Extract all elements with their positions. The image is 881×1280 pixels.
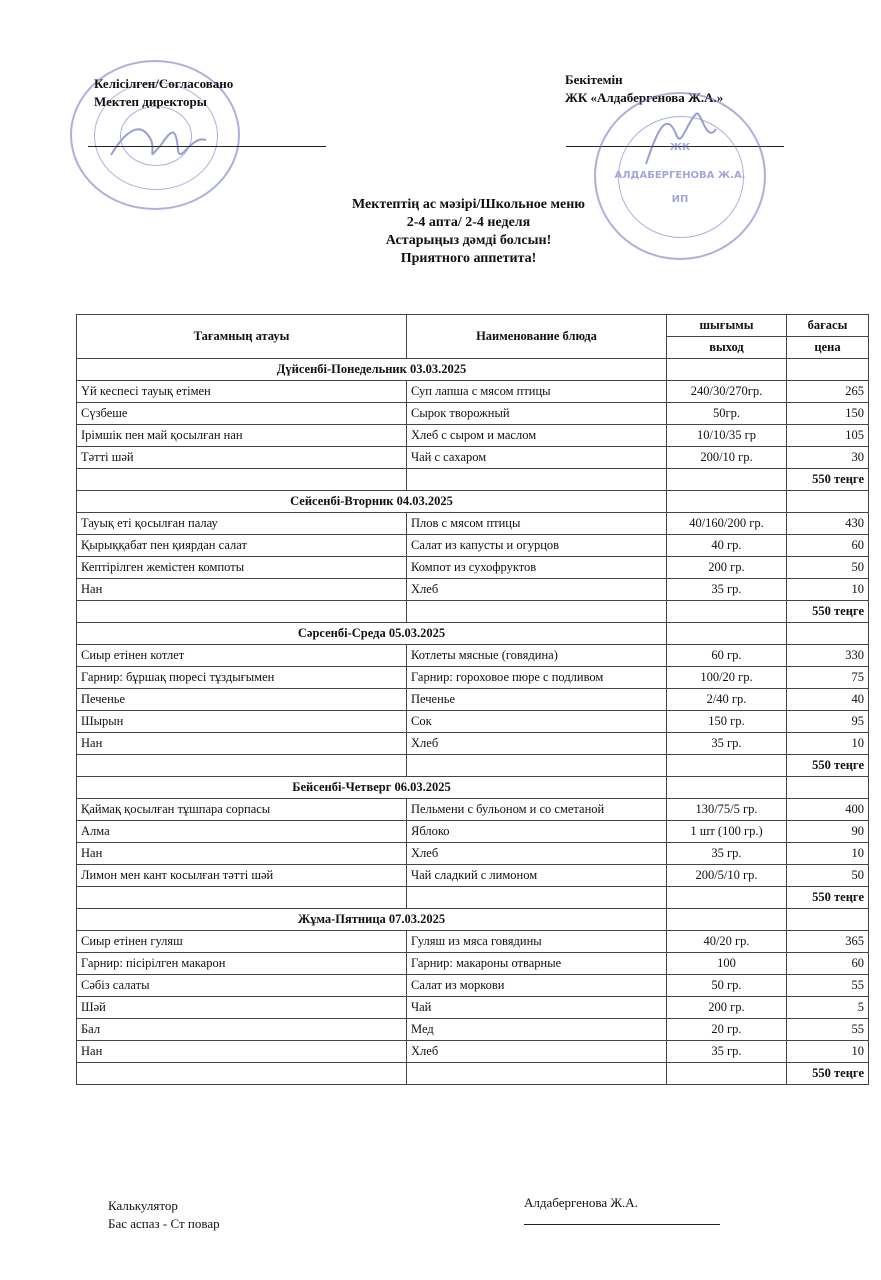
dish-price: 60 (787, 953, 869, 975)
dish-name-ru: Хлеб с сыром и маслом (407, 425, 667, 447)
table-row (77, 579, 869, 601)
approve-label: Бекітемін (565, 72, 623, 87)
dish-output: 100/20 гр. (667, 667, 787, 689)
approved-label: Келісілген/Согласовано (94, 76, 234, 91)
dish-output: 200 гр. (667, 557, 787, 579)
dish-name-kz: Сәбіз салаты (77, 975, 407, 997)
dish-price: 10 (787, 843, 869, 865)
dish-output: 130/75/5 гр. (667, 799, 787, 821)
dish-name-ru: Гуляш из мяса говядины (407, 931, 667, 953)
day-empty-cell (667, 623, 787, 645)
dish-name-ru: Гарнир: макароны отварные (407, 953, 667, 975)
dish-price: 10 (787, 1041, 869, 1063)
day-empty-cell (667, 359, 787, 381)
stamp-name-text: АЛДАБЕРГЕНОВА Ж.А. (614, 170, 746, 181)
dish-name-kz: Бал (77, 1019, 407, 1041)
table-row (77, 931, 869, 953)
day-total-row (77, 755, 869, 777)
total-empty-cell (407, 1063, 667, 1085)
dish-name-ru: Плов с мясом птицы (407, 513, 667, 535)
dish-output: 60 гр. (667, 645, 787, 667)
total-empty-cell (667, 1063, 787, 1085)
table-row (77, 975, 869, 997)
table-row (77, 1041, 869, 1063)
day-total: 550 теңге (787, 755, 869, 777)
col-header-price-ru: цена (787, 337, 869, 359)
dish-price: 5 (787, 997, 869, 1019)
footer-signature-line (524, 1224, 720, 1225)
total-empty-cell (407, 887, 667, 909)
dish-price: 55 (787, 1019, 869, 1041)
dish-name-kz: Гарнир: бұршақ пюресі тұздығымен (77, 667, 407, 689)
table-row (77, 403, 869, 425)
dish-name-ru: Хлеб (407, 733, 667, 755)
dish-price: 90 (787, 821, 869, 843)
table-row (77, 667, 869, 689)
day-title: Жұма-Пятница 07.03.2025 (77, 909, 667, 931)
table-row (77, 733, 869, 755)
day-empty-cell (667, 909, 787, 931)
day-total: 550 теңге (787, 469, 869, 491)
day-empty-cell (667, 777, 787, 799)
dish-output: 50гр. (667, 403, 787, 425)
greeting-ru: Приятного аппетита! (400, 251, 537, 266)
table-row (77, 1019, 869, 1041)
day-total-row (77, 887, 869, 909)
dish-name-kz: Сүзбеше (77, 403, 407, 425)
table-row (77, 447, 869, 469)
table-row (77, 513, 869, 535)
dish-output: 40 гр. (667, 535, 787, 557)
stamp-ring-text: ЖК (669, 142, 691, 153)
total-empty-cell (77, 755, 407, 777)
day-empty-cell (787, 777, 869, 799)
table-row (77, 821, 869, 843)
table-row (77, 645, 869, 667)
dish-name-kz: Шәй (77, 997, 407, 1019)
dish-output: 20 гр. (667, 1019, 787, 1041)
dish-output: 40/20 гр. (667, 931, 787, 953)
total-empty-cell (407, 469, 667, 491)
col-header-output-ru: выход (667, 337, 787, 359)
dish-name-ru: Чай сладкий с лимоном (407, 865, 667, 887)
day-header-row (77, 777, 869, 799)
signature-scribble-left (106, 110, 216, 170)
menu-title: Мектептің ас мәзірі/Школьное меню (352, 197, 585, 212)
total-empty-cell (77, 1063, 407, 1085)
dish-name-ru: Компот из сухофруктов (407, 557, 667, 579)
table-header-row (77, 315, 869, 337)
dish-price: 265 (787, 381, 869, 403)
total-empty-cell (407, 755, 667, 777)
dish-output: 50 гр. (667, 975, 787, 997)
dish-name-ru: Котлеты мясные (говядина) (407, 645, 667, 667)
dish-name-kz: Ірімшік пен май қосылған нан (77, 425, 407, 447)
table-row (77, 557, 869, 579)
col-header-output-kz: шығымы (667, 315, 787, 337)
table-row (77, 689, 869, 711)
day-header-row (77, 359, 869, 381)
total-empty-cell (667, 887, 787, 909)
stamp-ip-text: ИП (671, 194, 689, 205)
dish-name-ru: Хлеб (407, 843, 667, 865)
col-header-ru: Наименование блюда (407, 315, 667, 359)
dish-price: 105 (787, 425, 869, 447)
total-empty-cell (667, 469, 787, 491)
dish-output: 35 гр. (667, 733, 787, 755)
dish-price: 10 (787, 733, 869, 755)
day-title: Сейсенбі-Вторник 04.03.2025 (77, 491, 667, 513)
director-signature-line (88, 146, 326, 147)
day-empty-cell (787, 909, 869, 931)
dish-price: 50 (787, 865, 869, 887)
day-empty-cell (787, 623, 869, 645)
total-empty-cell (77, 469, 407, 491)
table-row (77, 997, 869, 1019)
dish-name-ru: Печенье (407, 689, 667, 711)
dish-price: 60 (787, 535, 869, 557)
total-empty-cell (77, 601, 407, 623)
dish-name-kz: Шырын (77, 711, 407, 733)
director-label: Мектеп директоры (94, 94, 207, 109)
dish-output: 150 гр. (667, 711, 787, 733)
dish-price: 50 (787, 557, 869, 579)
table-row (77, 799, 869, 821)
dish-output: 100 (667, 953, 787, 975)
day-total: 550 теңге (787, 601, 869, 623)
dish-name-kz: Қырыққабат пен қиярдан салат (77, 535, 407, 557)
dish-price: 95 (787, 711, 869, 733)
dish-output: 40/160/200 гр. (667, 513, 787, 535)
dish-output: 10/10/35 гр (667, 425, 787, 447)
dish-price: 365 (787, 931, 869, 953)
dish-name-ru: Яблоко (407, 821, 667, 843)
total-empty-cell (77, 887, 407, 909)
week-label: 2-4 апта/ 2-4 неделя (406, 215, 531, 230)
dish-output: 1 шт (100 гр.) (667, 821, 787, 843)
dish-name-ru: Хлеб (407, 1041, 667, 1063)
day-total: 550 теңге (787, 1063, 869, 1085)
dish-name-ru: Мед (407, 1019, 667, 1041)
day-header-row (77, 491, 869, 513)
dish-price: 430 (787, 513, 869, 535)
dish-name-kz: Тәтті шәй (77, 447, 407, 469)
table-row (77, 865, 869, 887)
table-row (77, 953, 869, 975)
day-total: 550 теңге (787, 887, 869, 909)
day-header-row (77, 909, 869, 931)
day-header-row (77, 623, 869, 645)
menu-table (76, 314, 869, 1085)
dish-price: 40 (787, 689, 869, 711)
entrepreneur-label: ЖК «Алдабергенова Ж.А.» (565, 90, 724, 105)
dish-price: 150 (787, 403, 869, 425)
dish-name-kz: Қаймақ қосылған тұшпара сорпасы (77, 799, 407, 821)
dish-name-kz: Нан (77, 733, 407, 755)
dish-name-kz: Нан (77, 579, 407, 601)
dish-output: 2/40 гр. (667, 689, 787, 711)
dish-name-kz: Алма (77, 821, 407, 843)
dish-price: 330 (787, 645, 869, 667)
dish-name-ru: Салат из капусты и огурцов (407, 535, 667, 557)
dish-output: 200 гр. (667, 997, 787, 1019)
dish-name-ru: Салат из моркови (407, 975, 667, 997)
responsible-name: Алдабергенова Ж.А. (524, 1195, 638, 1210)
dish-name-kz: Үй кеспесі тауық етімен (77, 381, 407, 403)
table-row (77, 535, 869, 557)
dish-name-ru: Сырок творожный (407, 403, 667, 425)
col-header-kz: Тағамның атауы (77, 315, 407, 359)
day-total-row (77, 1063, 869, 1085)
total-empty-cell (407, 601, 667, 623)
day-title: Сәрсенбі-Среда 05.03.2025 (77, 623, 667, 645)
greeting-kz: Астарыңыз дәмді болсын! (385, 233, 552, 248)
dish-output: 35 гр. (667, 579, 787, 601)
table-row (77, 381, 869, 403)
dish-price: 30 (787, 447, 869, 469)
chef-label: Бас аспаз - Ст повар (108, 1216, 220, 1231)
dish-price: 10 (787, 579, 869, 601)
day-title: Дүйсенбі-Понедельник 03.03.2025 (77, 359, 667, 381)
dish-name-kz: Тауық еті қосылған палау (77, 513, 407, 535)
dish-output: 200/10 гр. (667, 447, 787, 469)
dish-name-kz: Сиыр етінен гуляш (77, 931, 407, 953)
total-empty-cell (667, 755, 787, 777)
day-title: Бейсенбі-Четверг 06.03.2025 (77, 777, 667, 799)
table-row (77, 425, 869, 447)
dish-output: 35 гр. (667, 1041, 787, 1063)
dish-output: 240/30/270гр. (667, 381, 787, 403)
dish-name-kz: Сиыр етінен котлет (77, 645, 407, 667)
dish-price: 400 (787, 799, 869, 821)
day-total-row (77, 469, 869, 491)
calculator-label: Калькулятор (108, 1198, 178, 1213)
day-empty-cell (787, 491, 869, 513)
dish-name-ru: Чай (407, 997, 667, 1019)
dish-output: 35 гр. (667, 843, 787, 865)
dish-price: 75 (787, 667, 869, 689)
dish-name-kz: Печенье (77, 689, 407, 711)
day-total-row (77, 601, 869, 623)
day-empty-cell (787, 359, 869, 381)
total-empty-cell (667, 601, 787, 623)
dish-name-ru: Пельмени с бульоном и со сметаной (407, 799, 667, 821)
dish-name-kz: Лимон мен кант косылған тәтті шәй (77, 865, 407, 887)
dish-name-ru: Сок (407, 711, 667, 733)
dish-name-ru: Хлеб (407, 579, 667, 601)
day-empty-cell (667, 491, 787, 513)
col-header-price-kz: бағасы (787, 315, 869, 337)
menu-title-block (0, 196, 881, 268)
dish-name-kz: Нан (77, 843, 407, 865)
dish-name-kz: Гарнир: пісірілген макарон (77, 953, 407, 975)
dish-name-kz: Кептірілген жемістен компоты (77, 557, 407, 579)
dish-name-ru: Гарнир: гороховое пюре с подливом (407, 667, 667, 689)
dish-name-ru: Суп лапша с мясом птицы (407, 381, 667, 403)
dish-name-kz: Нан (77, 1041, 407, 1063)
table-row (77, 843, 869, 865)
dish-name-ru: Чай с сахаром (407, 447, 667, 469)
table-row (77, 711, 869, 733)
dish-price: 55 (787, 975, 869, 997)
dish-output: 200/5/10 гр. (667, 865, 787, 887)
signature-scribble-right (636, 104, 726, 174)
